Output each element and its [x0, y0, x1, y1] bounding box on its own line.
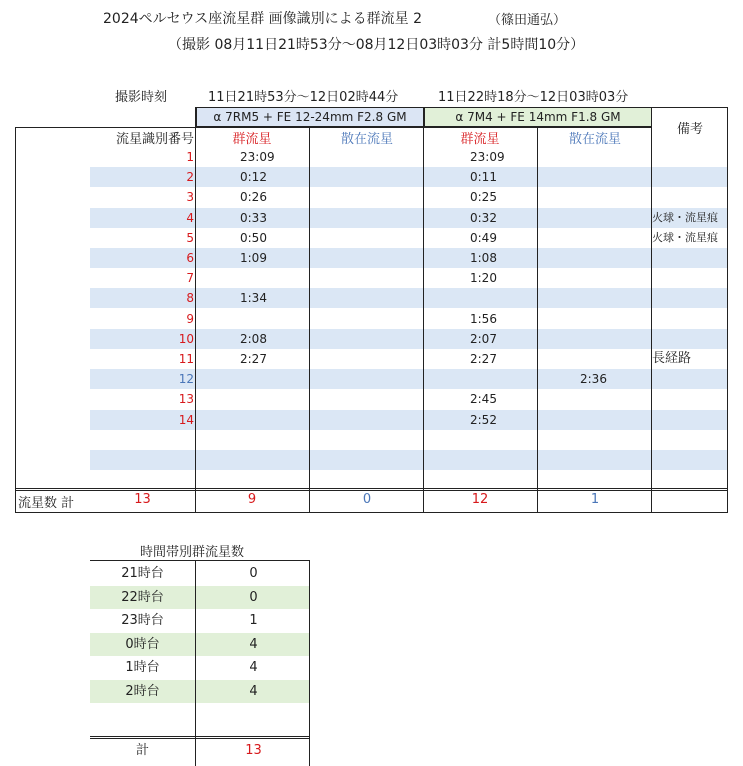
line — [423, 107, 424, 512]
table-row — [90, 349, 727, 369]
table-row — [90, 187, 727, 207]
cam2-shower-time: 23:09 — [470, 150, 505, 164]
table-row — [90, 228, 727, 248]
id-column-header: 流星識別番号 — [115, 132, 194, 147]
cam2-shower-time: 2:45 — [470, 392, 497, 407]
meteor-id: 7 — [186, 271, 194, 286]
cam1-shower-time: 1:09 — [240, 251, 267, 265]
page-subtitle: （撮影 08月11日21時53分〜08月12日03時03分 計5時間10分） — [168, 37, 585, 53]
table-row — [90, 167, 727, 187]
cam2-shower-time: 1:08 — [470, 251, 497, 265]
cam1-sporadic-header: 散在流星 — [340, 132, 393, 147]
meteor-id: 5 — [186, 230, 194, 245]
session1-time: 11日21時53分〜12日02時44分 — [208, 90, 399, 105]
line — [15, 512, 728, 513]
row-note: 火球・流星痕 — [652, 210, 718, 224]
notes-header: 備考 — [676, 122, 703, 137]
hourly-table-title: 時間帯別群流星数 — [140, 545, 245, 560]
hour-label: 23時台 — [121, 613, 164, 628]
camera2-label: α 7M4 + FE 14mm F1.8 GM — [424, 107, 652, 127]
total-all: 13 — [134, 492, 151, 507]
line — [15, 127, 196, 128]
hour-label: 21時台 — [121, 566, 164, 581]
hourly-row — [90, 633, 309, 656]
line — [196, 127, 652, 128]
hour-count: 0 — [249, 566, 258, 581]
cam1-shower-time: 0:33 — [240, 210, 267, 225]
table-row — [90, 288, 727, 308]
hourly-row — [90, 609, 309, 632]
meteor-id: 8 — [186, 291, 194, 306]
camera1-label: α 7RM5 + FE 12-24mm F2.8 GM — [196, 107, 424, 127]
hour-label: 1時台 — [125, 660, 160, 675]
hour-count: 4 — [249, 660, 258, 675]
table-row — [90, 208, 727, 228]
table-row — [90, 268, 727, 288]
line — [727, 107, 728, 512]
hour-label: 22時台 — [121, 589, 164, 605]
cam2-sporadic-time: 2:36 — [580, 372, 607, 387]
cam2-shower-time: 0:11 — [470, 170, 497, 185]
meteor-id: 10 — [178, 331, 194, 346]
table-row — [90, 410, 727, 430]
cam2-shower-time: 1:20 — [470, 271, 497, 286]
hourly-double-line — [90, 736, 309, 739]
session2-time: 11日22時18分〜12日03時03分 — [438, 90, 629, 105]
meteor-id: 11 — [178, 352, 194, 366]
total-cam1-sporadic: 0 — [362, 492, 372, 507]
line — [309, 560, 310, 766]
hour-label: 0時台 — [125, 636, 160, 652]
line — [90, 560, 309, 561]
total-label: 流星数 計 — [18, 496, 75, 511]
hour-count: 4 — [249, 636, 258, 652]
hourly-row — [90, 562, 309, 585]
hourly-total-label: 計 — [135, 743, 149, 758]
table-row — [90, 430, 727, 450]
hourly-row — [90, 680, 309, 703]
hourly-row — [90, 656, 309, 679]
row-note: 長経路 — [652, 351, 692, 366]
table-row — [90, 369, 727, 389]
line — [15, 127, 16, 512]
table-row — [90, 309, 727, 329]
row-note: 火球・流星痕 — [652, 230, 718, 244]
hourly-row — [90, 586, 309, 609]
line — [651, 107, 728, 108]
line — [309, 127, 310, 512]
line — [195, 107, 196, 512]
line — [651, 107, 652, 512]
author: （篠田通弘） — [488, 13, 567, 28]
meteor-id — [90, 430, 194, 450]
table-row — [90, 450, 727, 470]
hour-count: 1 — [249, 613, 258, 628]
cam1-shower-time: 23:09 — [240, 150, 275, 164]
cam1-shower-header: 群流星 — [232, 132, 272, 147]
cam2-shower-header: 群流星 — [460, 132, 500, 147]
table-row — [90, 329, 727, 349]
hourly-total-value: 13 — [245, 743, 262, 758]
cam2-shower-time: 2:27 — [470, 352, 497, 366]
line — [537, 127, 538, 512]
cam1-shower-time: 1:34 — [240, 291, 267, 306]
cam1-shower-time: 2:27 — [240, 352, 267, 366]
table-row — [90, 389, 727, 409]
session-time-label: 撮影時刻 — [115, 90, 168, 105]
cam1-shower-time: 0:50 — [240, 230, 267, 245]
meteor-id: 6 — [186, 251, 194, 265]
cam1-shower-time: 0:12 — [240, 170, 267, 185]
meteor-id — [90, 450, 194, 470]
total-cam1-shower: 9 — [247, 492, 257, 507]
hour-label: 2時台 — [125, 683, 160, 699]
meteor-id: 2 — [186, 170, 194, 185]
total-cam2-shower: 12 — [471, 492, 489, 507]
meteor-id: 13 — [178, 392, 194, 407]
cam2-shower-time: 1:56 — [470, 311, 497, 326]
page-title: 2024ペルセウス座流星群 画像識別による群流星 2 — [103, 11, 423, 27]
hour-count: 4 — [249, 683, 258, 699]
total-double-line — [15, 488, 728, 491]
total-cam2-sporadic: 1 — [590, 492, 600, 507]
cam1-shower-time: 0:26 — [240, 190, 267, 205]
meteor-id: 12 — [178, 372, 194, 387]
meteor-id: 3 — [186, 190, 194, 205]
cam2-shower-time: 0:25 — [470, 190, 497, 205]
meteor-id: 4 — [186, 210, 194, 225]
cam2-shower-time: 0:32 — [470, 210, 497, 225]
cam1-shower-time: 2:08 — [240, 331, 267, 346]
table-row — [90, 147, 727, 167]
meteor-id: 14 — [178, 412, 194, 427]
meteor-id: 9 — [186, 311, 194, 326]
table-row — [90, 248, 727, 268]
cam2-shower-time: 0:49 — [470, 230, 497, 245]
cam2-shower-time: 2:07 — [470, 331, 497, 346]
cam2-shower-time: 2:52 — [470, 412, 497, 427]
hour-count: 0 — [249, 589, 258, 605]
cam2-sporadic-header: 散在流星 — [568, 132, 621, 147]
meteor-id: 1 — [186, 150, 194, 164]
